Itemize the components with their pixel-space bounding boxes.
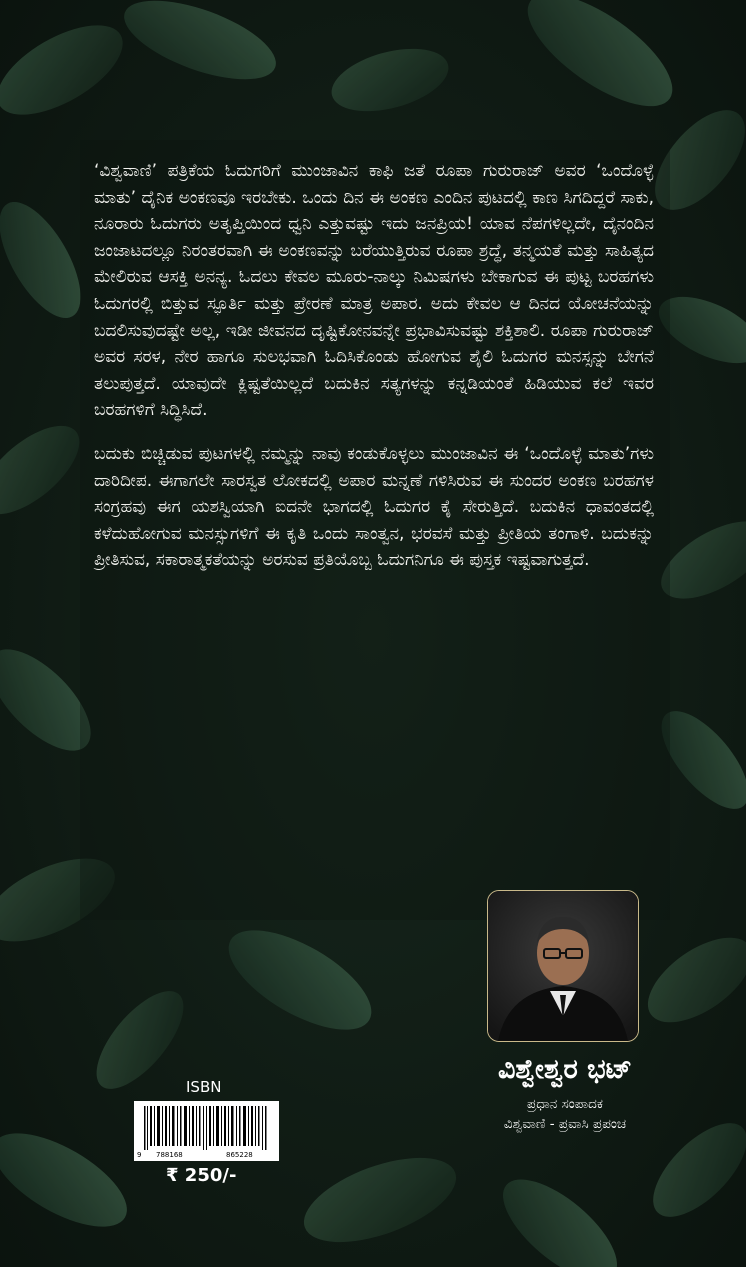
barcode-digits-left: 788168 — [156, 1151, 183, 1159]
author-portrait — [487, 890, 639, 1042]
isbn-label: ISBN — [186, 1078, 222, 1096]
author-name: ವಿಶ್ವೇಶ್ವರ ಭಟ್ — [497, 1054, 633, 1085]
author-role-2: ವಿಶ್ವವಾಣಿ - ಪ್ರವಾಸಿ ಪ್ರಪಂಚ — [503, 1116, 627, 1132]
paragraph-2: ಬದುಕು ಬಿಚ್ಚಿಡುವ ಪುಟಗಳಲ್ಲಿ ನಮ್ಮನ್ನು ನಾವು ಕಂಡುಕೊಳ್ಳಲು ಮುಂಜಾವಿನ ಈ ‘ಒಂದೊಳ್ಳೆ ಮಾತು’ಗಳು ದಾರಿದೀಪ. ಈಗಾಗಲೇ ಸಾರಸ್ವತ ಲೋಕದಲ್ಲಿ ಅಪಾರ ಮನ್ನಣೆ ಗಳಿಸಿರುವ ಈ ಸುಂದರ ಅಂಕಣ ಬರಹಗಳ ಸಂಗ್ರಹವು ಈಗ ಯಶಸ್ವಿಯಾಗಿ ಐದನೇ ಭಾಗದಲ್ಲಿ ಓದುಗರ ಕೈ ಸೇರುತ್ತಿದೆ. ಬದುಕಿನ ಧಾವಂತದಲ್ಲಿ ಕಳೆದುಹೋಗುವ ಮನಸ್ಸುಗಳಿಗೆ ಈ ಕೃತಿ ಒಂದು ಸಾಂತ್ವನ, ಭರವಸೆ ಮತ್ತು ಪ್ರೀತಿಯ ತಂಗಾಳಿ. ಬದುಕನ್ನು ಪ್ರೀತಿಸುವ, ಸಕಾರಾತ್ಮಕತೆಯನ್ನು ಅರಸುವ ಪ್ರತಿಯೊಬ್ಬ ಓದುಗನಿಗೂ ಈ ಪುಸ್ತಕ ಇಷ್ಟವಾಗುತ್ತದೆ. — [94, 443, 654, 571]
barcode-digit-first: 9 — [137, 1151, 142, 1159]
price: ₹ 250/- — [166, 1165, 237, 1186]
barcode — [134, 1101, 279, 1161]
blurb-text — [94, 158, 654, 591]
barcode-digits-right: 865228 — [226, 1151, 253, 1159]
paragraph-1: ‘ವಿಶ್ವವಾಣಿ’ ಪತ್ರಿಕೆಯ ಓದುಗರಿಗೆ ಮುಂಜಾವಿನ ಕಾಫಿ ಜತೆ ರೂಪಾ ಗುರುರಾಜ್ ಅವರ ‘ಒಂದೊಳ್ಳೆ ಮಾತು’ ದೈನಿಕ ಅಂಕಣವೂ ಇರಬೇಕು. ಒಂದು ದಿನ ಈ ಅಂಕಣ ಎಂದಿನ ಪುಟದಲ್ಲಿ ಕಾಣ ಸಿಗದಿದ್ದರೆ ಸಾಕು, ನೂರಾರು ಓದುಗರು ಅತೃಪ್ತಿಯಿಂದ ಧ್ವನಿ ಎತ್ತುವಷ್ಟು ಇದು ಜನಪ್ರಿಯ! ಯಾವ ನೆಪಗಳಿಲ್ಲದೇ, ದೈನಂದಿನ ಜಂಜಾಟದಲ್ಲೂ ನಿರಂತರವಾಗಿ ಈ ಅಂಕಣವನ್ನು ಬರೆಯುತ್ತಿರುವ ರೂಪಾ ಶ್ರದ್ಧೆ, ತನ್ಮಯತೆ ಮತ್ತು ಸಾಹಿತ್ಯದ ಮೇಲಿರುವ ಆಸಕ್ತಿ ಅನನ್ಯ. ಓದಲು ಕೇವಲ ಮೂರು-ನಾಲ್ಕು ನಿಮಿಷಗಳು ಬೇಕಾಗುವ ಈ ಪುಟ್ಟ ಬರಹಗಳು ಓದುಗರಲ್ಲಿ ಬಿತ್ತುವ ಸ್ಫೂರ್ತಿ ಮತ್ತು ಪ್ರೇರಣೆ ಮಾತ್ರ ಅಪಾರ. ಅದು ಕೇವಲ ಆ ದಿನದ ಯೋಚನೆಯನ್ನು ಬದಲಿಸುವುದಷ್ಟೇ ಅಲ್ಲ, ಇಡೀ ಜೀವನದ ದೃಷ್ಟಿಕೋನವನ್ನೇ ಪ್ರಭಾವಿಸುವಷ್ಟು ಶಕ್ತಿಶಾಲಿ. ರೂಪಾ ಗುರುರಾಜ್ ಅವರ ಸರಳ, ನೇರ ಹಾಗೂ ಸುಲಭವಾಗಿ ಓದಿಸಿಕೊಂಡು ಹೋಗುವ ಶೈಲಿ ಓದುಗರ ಮನಸ್ಸನ್ನು ಬೇಗನೆ ತಲುಪುತ್ತದೆ. ಯಾವುದೇ ಕ್ಲಿಷ್ಟತೆಯಿಲ್ಲದೆ ಬದುಕಿನ ಸತ್ಯಗಳನ್ನು ಕನ್ನಡಿಯಂತೆ ಹಿಡಿಯುವ ಕಲೆ ಇವರ ಬರಹಗಳಿಗೆ ಸಿದ್ಧಿಸಿದೆ. — [94, 161, 654, 421]
author-role-1: ಪ್ರಧಾನ ಸಂಪಾದಕ — [527, 1096, 603, 1112]
author-info — [470, 1052, 660, 1134]
